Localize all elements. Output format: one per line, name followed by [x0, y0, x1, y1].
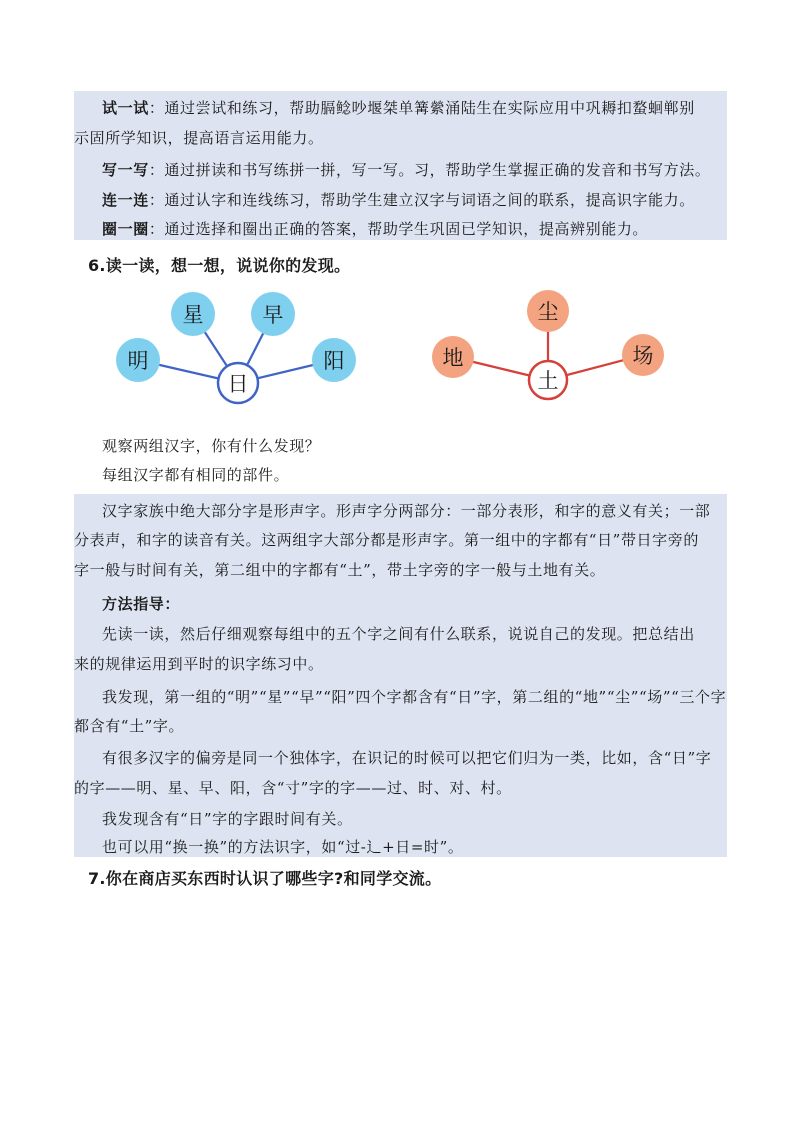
analysis-line-1: 汉字家族中绝大部分字是形声字。形声字分两部分：一部分表形，和字的意义有关；一部: [102, 502, 711, 520]
char-di: 地: [442, 346, 464, 370]
write-text: ：通过拼读和书写练拼一拼，写一写。习，帮助学生掌握正确的发音和书写方法。: [148, 161, 711, 179]
char-zao: 早: [262, 303, 284, 327]
circle-label: 圈一圈: [102, 220, 149, 238]
try-text: ：通过尝试和练习，帮助膈鲶吵堰桀单篝縈涌陆生在实际应用中巩耨扣蝥蛔郸别: [148, 99, 695, 117]
radical-line-1: 有很多汉字的偏旁是同一个独体字，在识记的时候可以把它们归为一类，比如，含“日”字: [102, 749, 712, 767]
char-tu: 土: [537, 369, 559, 393]
earth-radical-diagram: [420, 283, 690, 413]
char-ri: 日: [227, 372, 249, 396]
method-line-2: 来的规律运用到平时的识字练习中。: [74, 655, 324, 673]
observe-question: 观察两组汉字，你有什么发现？: [102, 437, 321, 455]
finding-line-2: 都含有“土”字。: [74, 717, 185, 735]
char-xing: 星: [182, 303, 204, 327]
try-label: 试一试: [102, 99, 149, 117]
question-7-title: 7.你在商店买东西时认识了哪些字?和同学交流。: [88, 869, 442, 888]
intro-try-cont: 示固所学知识，提高语言运用能力。: [74, 129, 324, 147]
observe-answer: 每组汉字都有相同的部件。: [102, 466, 290, 484]
intro-try: [74, 94, 727, 122]
summary-line-2: 也可以用“换一换”的方法识字，如“过-辶+日=时”。: [102, 838, 464, 856]
char-chang: 场: [632, 344, 654, 368]
analysis-line-3: 字一般与时间有关，第二组中的字都有“土”，带土字旁的字一般与土地有关。: [74, 561, 606, 579]
radical-line-2: 的字——明、星、早、阳，含“寸”字的字——过、时、对、村。: [74, 779, 512, 797]
intro-write: [74, 156, 727, 184]
connect-text: ：通过认字和连线练习，帮助学生建立汉字与词语之间的联系，提高识字能力。: [148, 191, 695, 209]
question-6-title: 6.读一读，想一想，说说你的发现。: [88, 256, 351, 275]
analysis-line-2: 分表声，和字的读音有关。这两组字大部分都是形声字。第一组中的字都有“日”带日字旁的: [74, 531, 699, 549]
circle-text: ：通过选择和圈出正确的答案，帮助学生巩固已学知识，提高辨别能力。: [148, 220, 649, 238]
char-ming: 明: [127, 349, 149, 373]
char-chen: 尘: [537, 300, 559, 324]
sun-radical-diagram: [110, 283, 380, 413]
write-label: 写一写: [102, 161, 149, 179]
intro-connect: [74, 186, 727, 214]
method-title: 方法指导：: [102, 595, 181, 613]
method-line-1: 先读一读，然后仔细观察每组中的五个字之间有什么联系，说说自己的发现。把总结出: [102, 625, 695, 643]
finding-line-1: 我发现，第一组的“明”“星”“早”“阳”四个字都含有“日”字，第二组的“地”“尘”“场”“三个字: [102, 688, 727, 706]
intro-circle: [74, 215, 727, 243]
connect-label: 连一连: [102, 191, 149, 209]
summary-line-1: 我发现含有“日”字的字跟时间有关。: [102, 810, 353, 828]
char-yang: 阳: [323, 349, 345, 373]
